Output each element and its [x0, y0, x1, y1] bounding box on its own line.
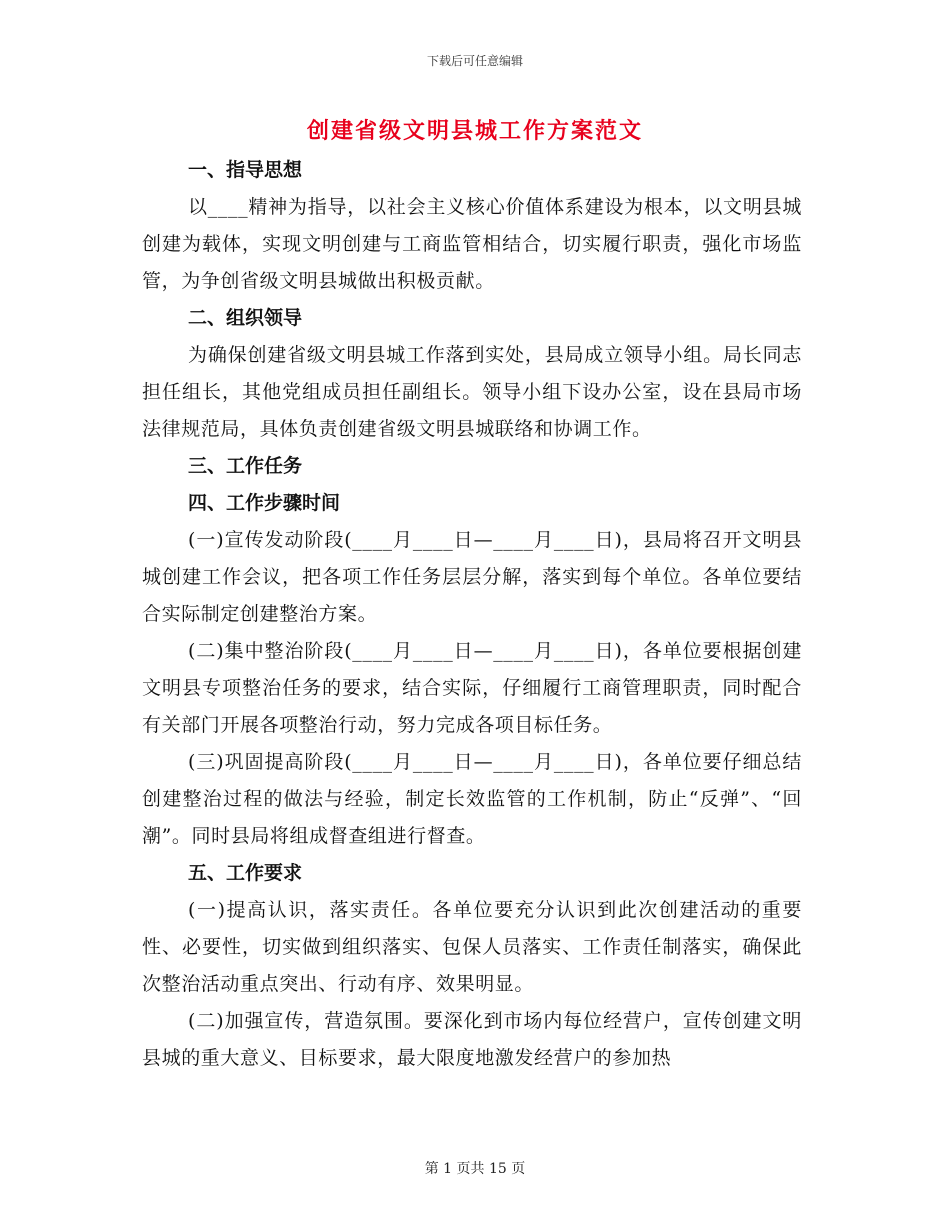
section-heading: 一、指导思想 — [188, 159, 303, 181]
body-paragraph: (一)宣传发动阶段(____月____日—____月____日)，县局将召开文明县城创建工作会议，把各项工作任务层层分解，落实到每个单位。各单位要结合实际制定创建整治方案。 — [142, 529, 802, 625]
body-paragraph: (二)集中整治阶段(____月____日—____月____日)，各单位要根据创建文明县专项整治任务的要求，结合实际，仔细履行工商管理职责，同时配合有关部门开展各项整治行动，努力完成各项目标任务。 — [142, 640, 802, 736]
body-paragraph: (二)加强宣传，营造氛围。要深化到市场内每位经营户，宣传创建文明县城的重大意义、目标要求，最大限度地激发经营户的参加热 — [142, 1010, 802, 1069]
header-note: 下载后可任意编辑 — [426, 54, 523, 68]
page-footer: 第 1 页共 15 页 — [424, 1161, 526, 1177]
body-paragraph: 以____精神为指导，以社会主义核心价值体系建设为根本，以文明县城创建为载体，实现文明创建与工商监管相结合，切实履行职责，强化市场监管，为争创省级文明县城做出积极贡献。 — [142, 196, 802, 292]
body-paragraph: (三)巩固提高阶段(____月____日—____月____日)，各单位要仔细总结创建整治过程的做法与经验，制定长效监管的工作机制，防止“反弹”、“回潮”。同时县局将组成督查组进行督查。 — [142, 751, 802, 847]
document-title: 创建省级文明县城工作方案范文 — [306, 119, 643, 144]
section-heading: 二、组织领导 — [188, 307, 303, 329]
section-heading: 五、工作要求 — [188, 862, 303, 884]
body-paragraph: (一)提高认识，落实责任。各单位要充分认识到此次创建活动的重要性、必要性，切实做到组织落实、包保人员落实、工作责任制落实，确保此次整治活动重点突出、行动有序、效果明显。 — [142, 899, 802, 995]
body-paragraph: 为确保创建省级文明县城工作落到实处，县局成立领导小组。局长同志担任组长，其他党组成员担任副组长。领导小组下设办公室，设在县局市场法律规范局，具体负责创建省级文明县城联络和协调工作。 — [142, 344, 802, 440]
document-body — [142, 152, 802, 1077]
section-heading: 四、工作步骤时间 — [188, 492, 341, 514]
section-heading: 三、工作任务 — [188, 455, 303, 477]
